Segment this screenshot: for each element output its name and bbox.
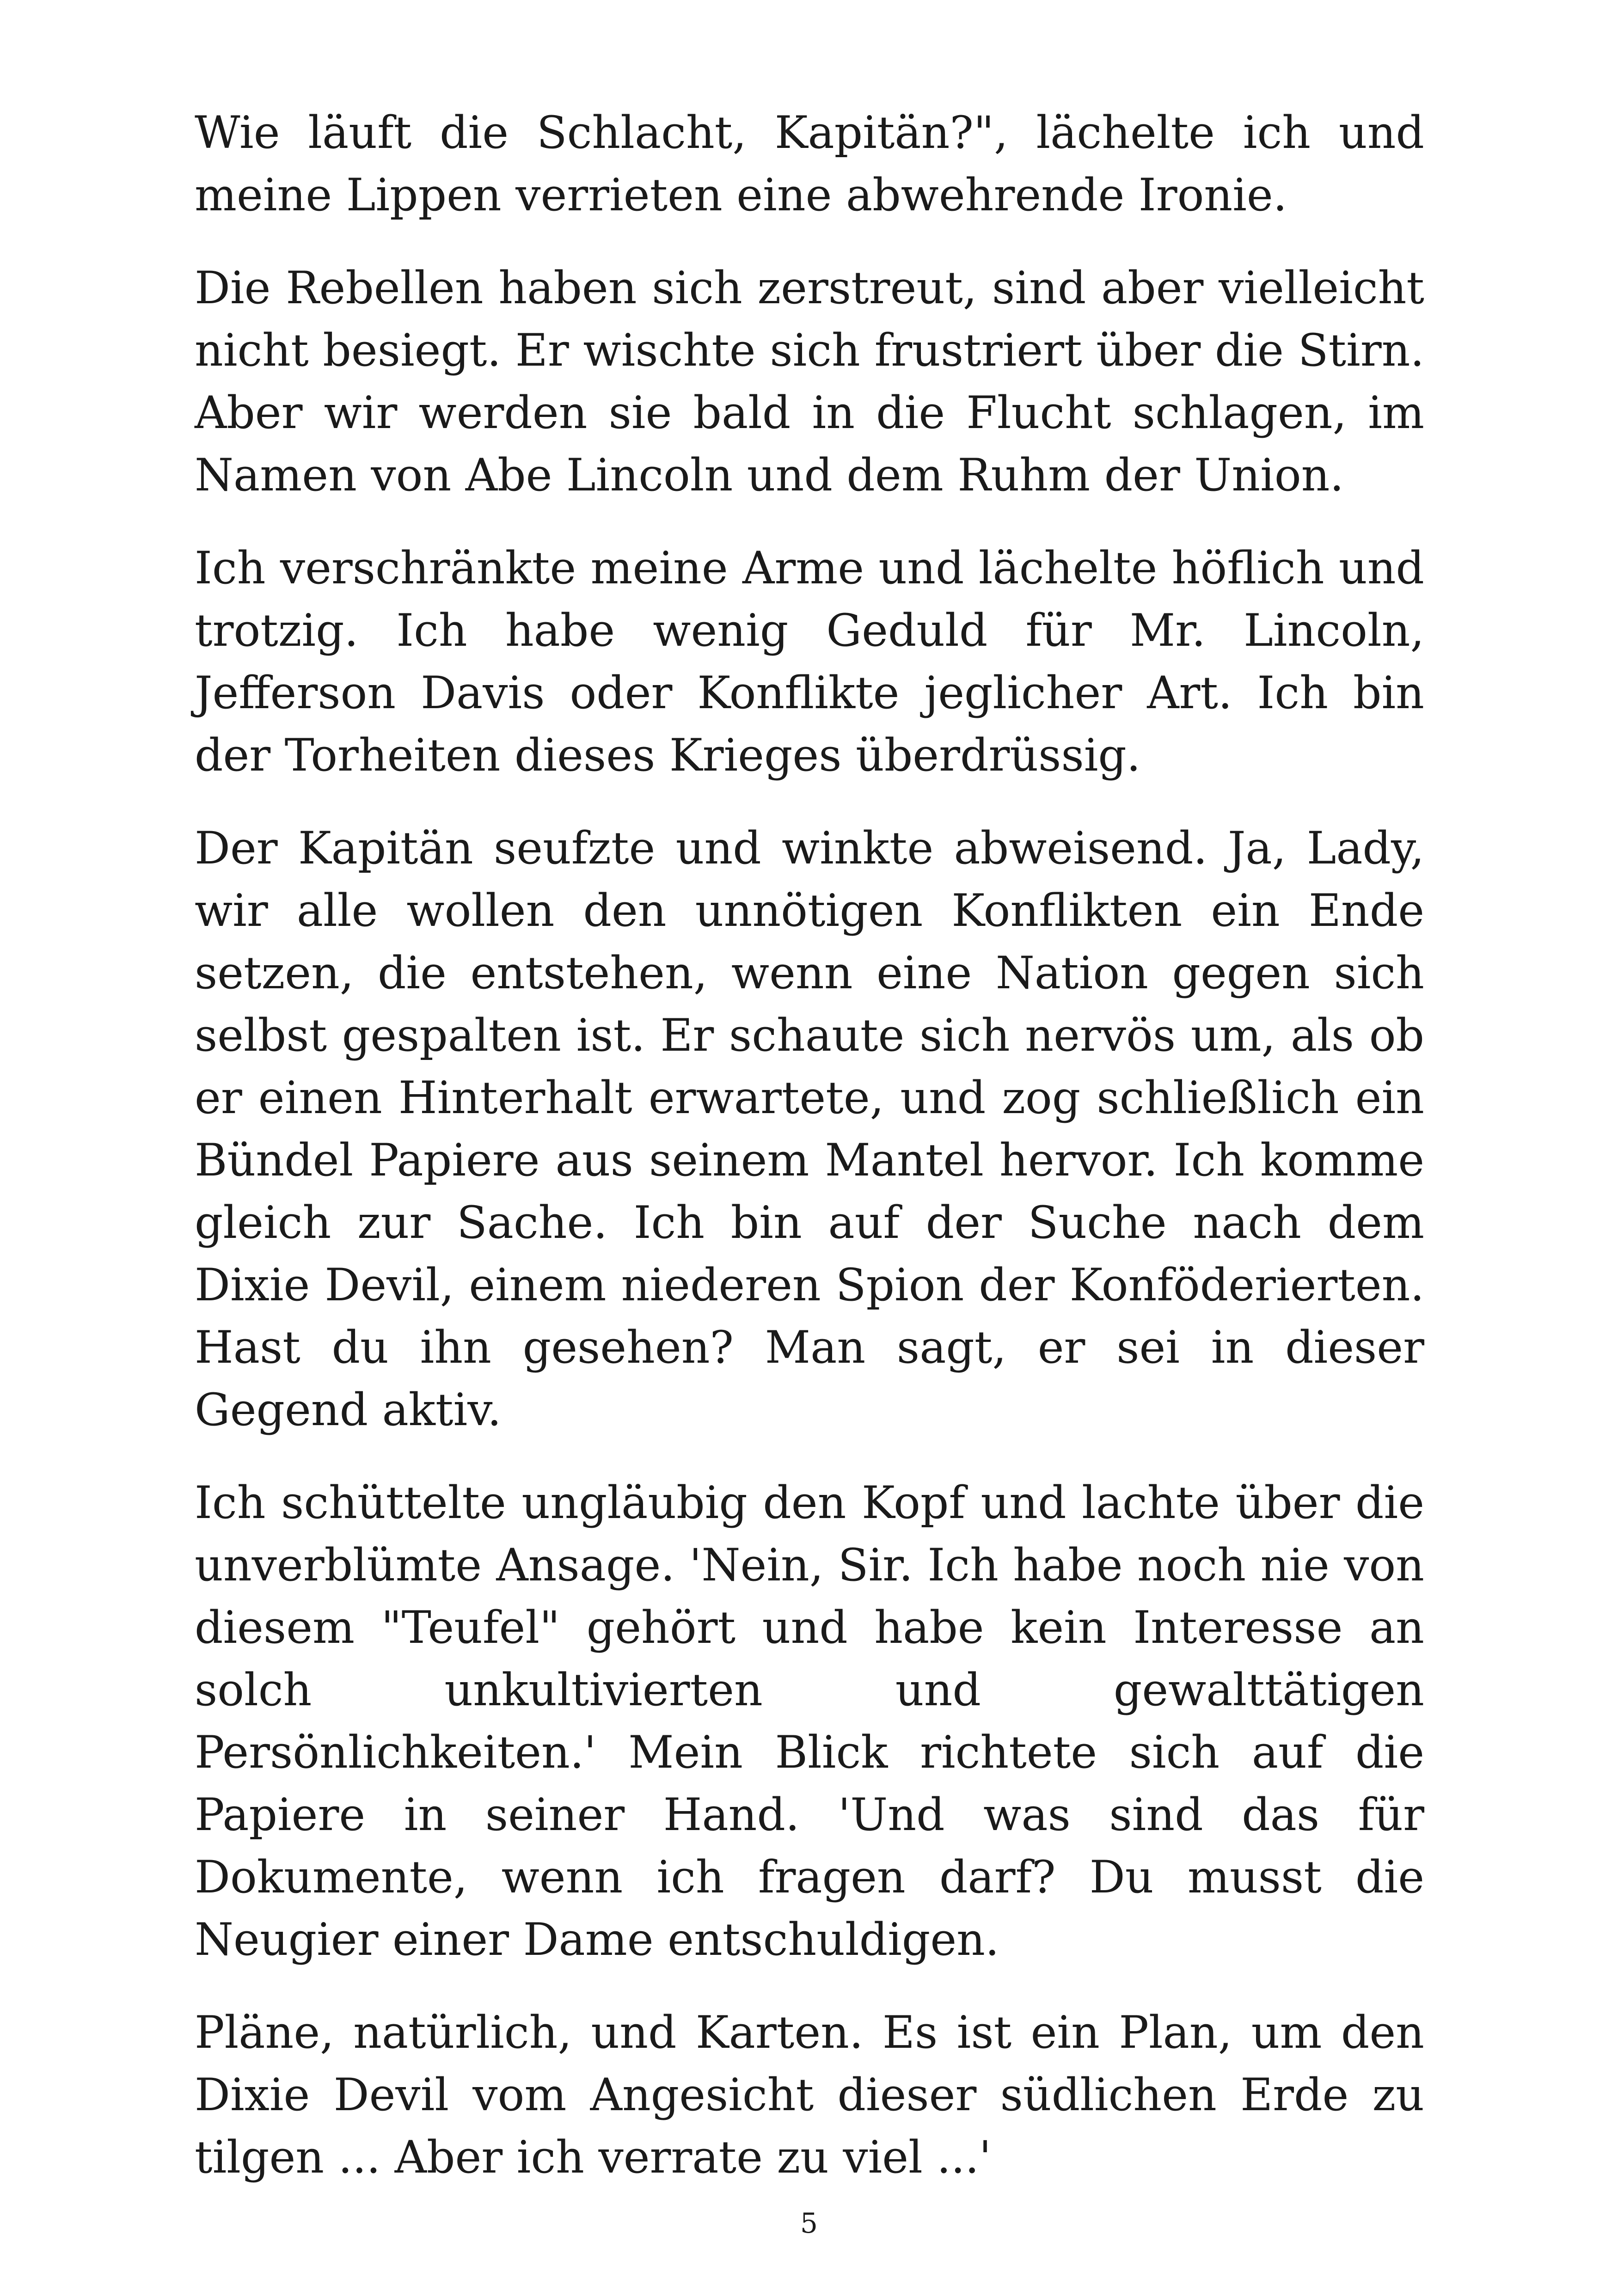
paragraph: Der Kapitän seufzte und winkte abweisend. Ja, Lady, wir alle wollen den unnötigen Konflikten ein Ende setzen, die entstehen, wenn eine Nation gegen sich selbst gespalten ist. Er schaute sich nervös um, als ob er einen Hinterhalt erwartete, und zog schließlich ein Bündel Papiere aus seinem Mantel hervor. Ich komme gleich zur Sache. Ich bin auf der Suche nach dem Dixie Devil, einem niederen Spion der Konföderierten. Hast du ihn gesehen? Man sagt, er sei in dieser Gegend aktiv. [195, 822, 1424, 1436]
paragraph: Ich schüttelte ungläubig den Kopf und lachte über die unverblümte Ansage. 'Nein, Sir. Ich habe noch nie von diesem "Teufel" gehört und habe kein Interesse an solch unkultivierten und gewalttätigen Persönlichkeiten.' Mein Blick richtete sich auf die Papiere in seiner Hand. 'Und was sind das für Dokumente, wenn ich fragen darf? Du musst die Neugier einer Dame entschuldigen. [195, 1477, 1424, 1965]
paragraph: Die Rebellen haben sich zerstreut, sind aber vielleicht nicht besiegt. Er wischte sich frustriert über die Stirn. Aber wir werden sie bald in die Flucht schlagen, im Namen von Abe Lincoln und dem Ruhm der Union. [195, 262, 1424, 501]
text-body [195, 102, 1424, 2219]
paragraph: Ich verschränkte meine Arme und lächelte höflich und trotzig. Ich habe wenig Geduld für Mr. Lincoln, Jefferson Davis oder Konflikte jeglicher Art. Ich bin der Torheiten dieses Krieges überdrüssig. [195, 542, 1424, 781]
paragraph: Pläne, natürlich, und Karten. Es ist ein Plan, um den Dixie Devil vom Angesicht dieser südlichen Erde zu tilgen ... Aber ich verrate zu viel ...' [195, 2007, 1424, 2183]
paragraph: Wie läuft die Schlacht, Kapitän?", lächelte ich und meine Lippen verrieten eine abwehrende Ironie. [195, 107, 1424, 221]
page-number: 5 [800, 2207, 818, 2240]
